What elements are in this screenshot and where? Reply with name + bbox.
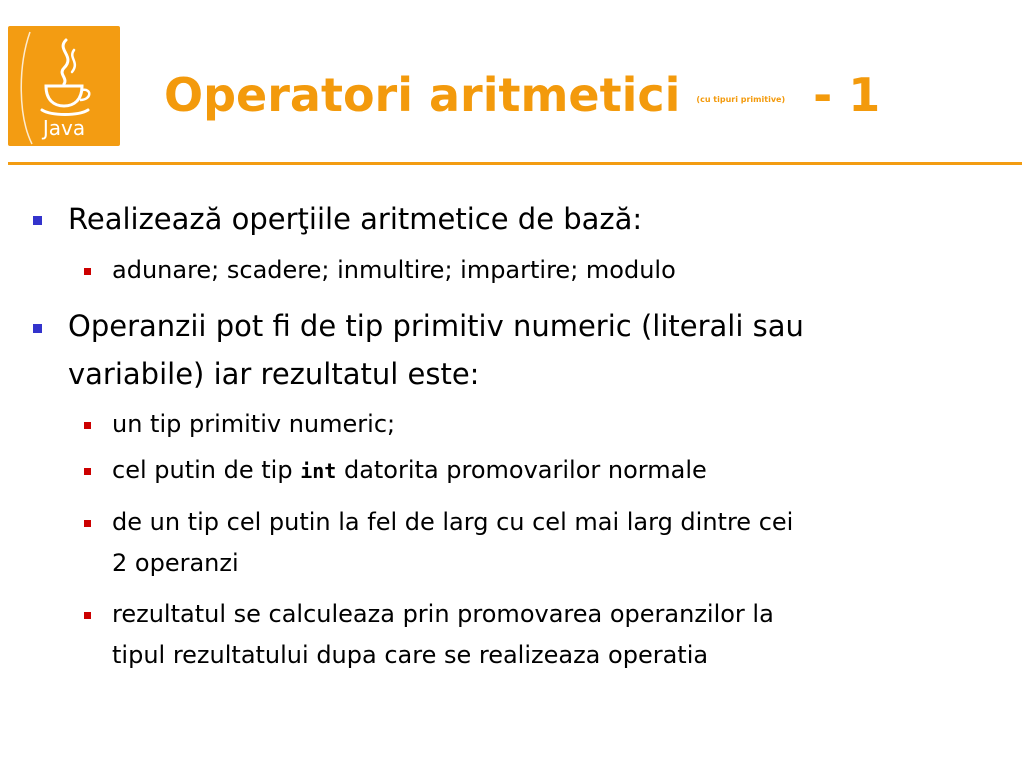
code-keyword-int: int <box>300 459 337 483</box>
sub-bullet-item-line1: rezultatul se calculeaza prin promovarea operanzilor la <box>112 600 774 628</box>
sub-bullet-square-icon <box>84 422 91 429</box>
sub-bullet-square-icon <box>84 268 91 275</box>
title-main: Operatori aritmetici <box>164 68 681 122</box>
sub-bullet-square-icon <box>84 612 91 619</box>
sub-bullet-item <box>112 455 972 487</box>
sub-bullet-text: cel putin de tip <box>112 456 301 484</box>
sub-bullet-item: adunare; scadere; inmultire; impartire; modulo <box>112 256 676 284</box>
java-logo-text: Java <box>42 116 86 140</box>
sub-bullet-square-icon <box>84 468 91 475</box>
bullet-item-line2: variabile) iar rezultatul este: <box>68 357 480 391</box>
sub-bullet-text: datorita promovarilor normale <box>336 456 707 484</box>
sub-bullet-item: un tip primitiv numeric; <box>112 410 396 438</box>
bullet-item: Realizează operţiile aritmetice de bază: <box>68 202 643 236</box>
bullet-square-icon <box>33 324 42 333</box>
sub-bullet-item-line1: de un tip cel putin la fel de larg cu cel mai larg dintre cei <box>112 508 794 536</box>
title-subtitle: (cu tipuri primitive) <box>696 95 786 104</box>
sub-bullet-item-line2: tipul rezultatului dupa care se realizeaza operatia <box>112 641 709 669</box>
bullet-item-line1: Operanzii pot fi de tip primitiv numeric (literali sau <box>68 309 804 343</box>
sub-bullet-square-icon <box>84 520 91 527</box>
title-number: - 1 <box>813 68 881 122</box>
bullet-square-icon <box>33 216 42 225</box>
sub-bullet-item-line2: 2 operanzi <box>112 549 239 577</box>
